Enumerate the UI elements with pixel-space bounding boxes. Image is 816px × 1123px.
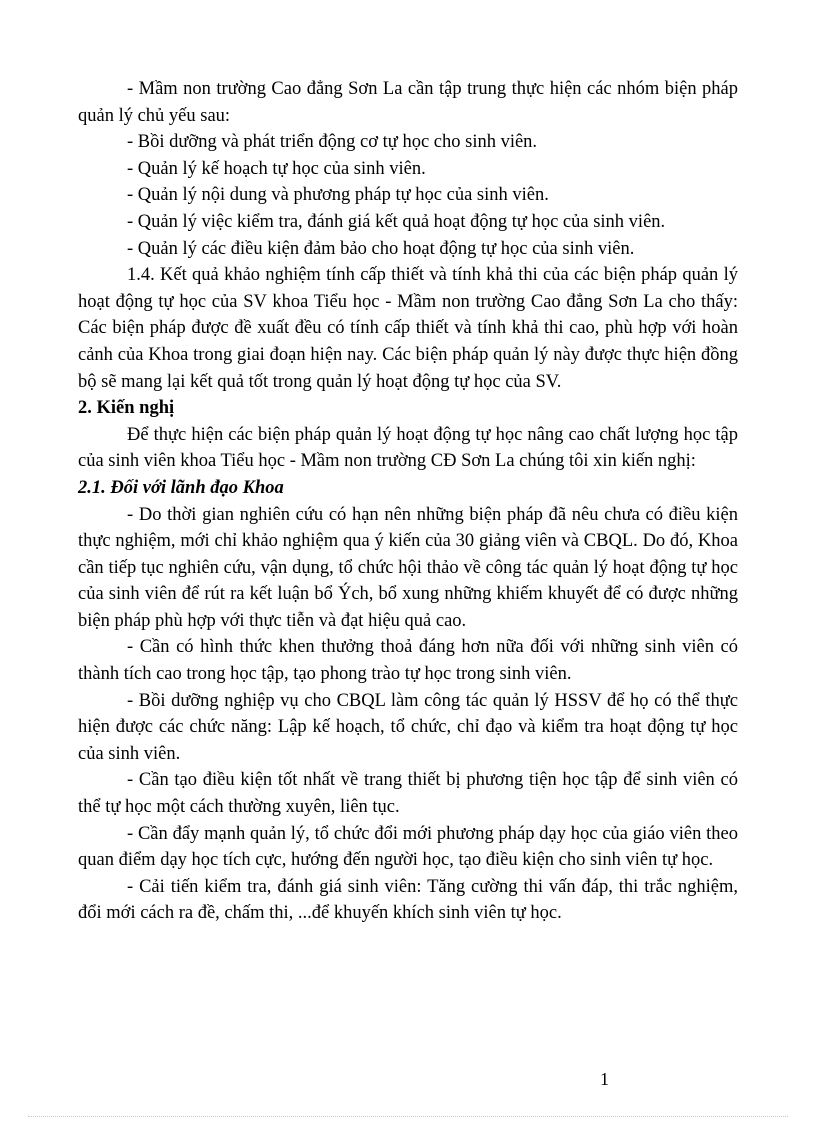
list-item: - Quản lý các điều kiện đảm bảo cho hoạt động tự học của sinh viên. [127,238,635,259]
paragraph: - Cần có hình thức khen thưởng thoả đáng hơn nữa đối với những sinh viên có thành tích cao trong học tập, tạo phong trào tự học trong sinh viên. [78,637,738,685]
paragraph: - Cải tiến kiểm tra, đánh giá sinh viên: Tăng cường thi vấn đáp, thi trắc nghiệm, đổi mới cách ra đề, chấm thi, ...để khuyến khích sinh viên tự học. [78,876,738,924]
paragraph: - Bồi dưỡng nghiệp vụ cho CBQL làm công tác quản lý HSSV để họ có thể thực hiện được các chức năng: Lập kế hoạch, tổ chức, chỉ đạo và kiểm tra hoạt động tự học của sinh viên. [78,690,738,764]
document-body [78,76,738,927]
list-item: - Quản lý việc kiểm tra, đánh giá kết quả hoạt động tự học của sinh viên. [127,211,666,232]
page-number: 1 [600,1069,609,1089]
section-heading: 2. Kiến nghị [78,398,175,419]
list-item: - Quản lý kế hoạch tự học của sinh viên. [127,158,426,179]
page-bottom-border [28,1116,788,1117]
subsection-heading: 2.1. Đối với lãnh đạo Khoa [78,477,284,498]
paragraph: - Cần đẩy mạnh quản lý, tổ chức đổi mới phương pháp dạy học của giáo viên theo quan điểm dạy học tích cực, hướng đến người học, tạo điều kiện cho sinh viên tự học. [78,823,738,871]
paragraph: - Do thời gian nghiên cứu có hạn nên những biện pháp đã nêu chưa có điều kiện thực nghiệm, mới chỉ khảo nghiệm qua ý kiến của 30 giảng viên và CBQL. Do đó, Khoa cần tiếp tục nghiên cứu, vận dụng, tổ chức hội thảo về công tác quản lý hoạt động tự học của sinh viên để rút ra kết luận bổ Ých, bổ xung những khiếm khuyết để có được những biện pháp phù hợp với thực tiễn và đạt hiệu quả cao. [78,504,738,631]
paragraph: - Cần tạo điều kiện tốt nhất về trang thiết bị phương tiện học tập để sinh viên có thể tự học một cách thường xuyên, liên tục. [78,770,738,818]
list-item: - Quản lý nội dung và phương pháp tự học của sinh viên. [127,185,549,206]
paragraph: 1.4. Kết quả khảo nghiệm tính cấp thiết và tính khả thi của các biện pháp quản lý hoạt động tự học của SV khoa Tiểu học - Mầm non trường Cao đẳng Sơn La cho thấy: Các biện pháp được đề xuất đều có tính cấp thiết và tính khả thi cao, phù hợp với hoàn cảnh của Khoa trong giai đoạn hiện nay. Các biện pháp quản lý này được thực hiện đồng bộ sẽ mang lại kết quả tốt trong quản lý hoạt động tự học của SV. [78,265,738,392]
paragraph: - Mầm non trường Cao đẳng Sơn La cần tập trung thực hiện các nhóm biện pháp quản lý chủ yếu sau: [78,79,738,126]
paragraph: Để thực hiện các biện pháp quản lý hoạt động tự học nâng cao chất lượng học tập của sinh viên khoa Tiểu học - Mầm non trường CĐ Sơn La chúng tôi xin kiến nghị: [78,424,738,472]
list-item: - Bồi dưỡng và phát triển động cơ tự học cho sinh viên. [127,132,538,153]
